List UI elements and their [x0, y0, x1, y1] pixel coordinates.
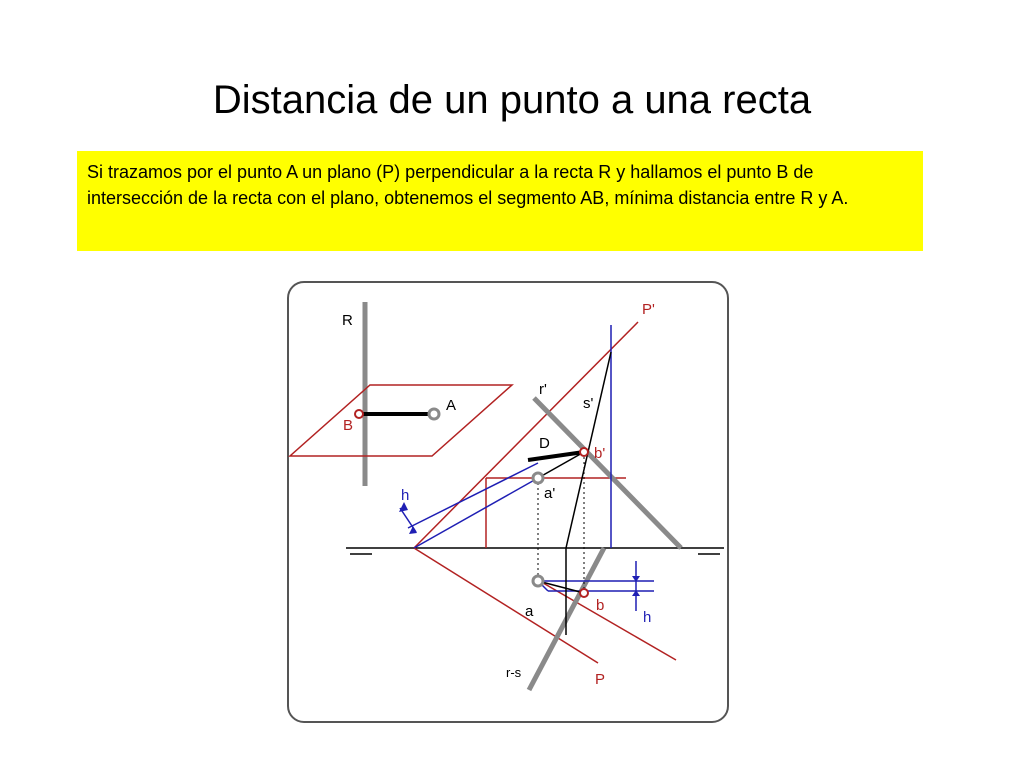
label-h-upper: h: [401, 487, 410, 504]
point-a: [533, 576, 543, 586]
label-P-prime: P': [642, 301, 655, 318]
explanation-box: Si trazamos por el punto A un plano (P) perpendicular a la recta R y hallamos el punto B de intersección de la recta con el plano, obtenemos el segmento AB, mínima distancia entre R y A.: [77, 151, 923, 251]
label-A: A: [446, 397, 457, 414]
label-D: D: [539, 435, 550, 452]
label-r-s: r-s: [506, 665, 522, 680]
label-s-prime: s': [583, 395, 594, 412]
label-B: B: [343, 417, 354, 434]
point-B: [355, 410, 363, 418]
diagram-frame: [288, 282, 728, 722]
point-b-prime: [580, 448, 588, 456]
label-h-lower: h: [643, 609, 652, 626]
geometry-diagram: [286, 280, 730, 724]
diagram-svg: [286, 280, 730, 724]
label-a-prime: a': [544, 485, 556, 502]
label-P: P: [595, 671, 606, 688]
point-b: [580, 589, 588, 597]
label-r-prime: r': [539, 381, 547, 398]
label-b: b: [596, 597, 605, 614]
label-a: a: [525, 603, 534, 620]
label-R: R: [342, 312, 353, 329]
point-A: [429, 409, 439, 419]
point-a-prime: [533, 473, 543, 483]
label-b-prime: b': [594, 445, 606, 462]
page-title: Distancia de un punto a una recta: [212, 78, 812, 122]
